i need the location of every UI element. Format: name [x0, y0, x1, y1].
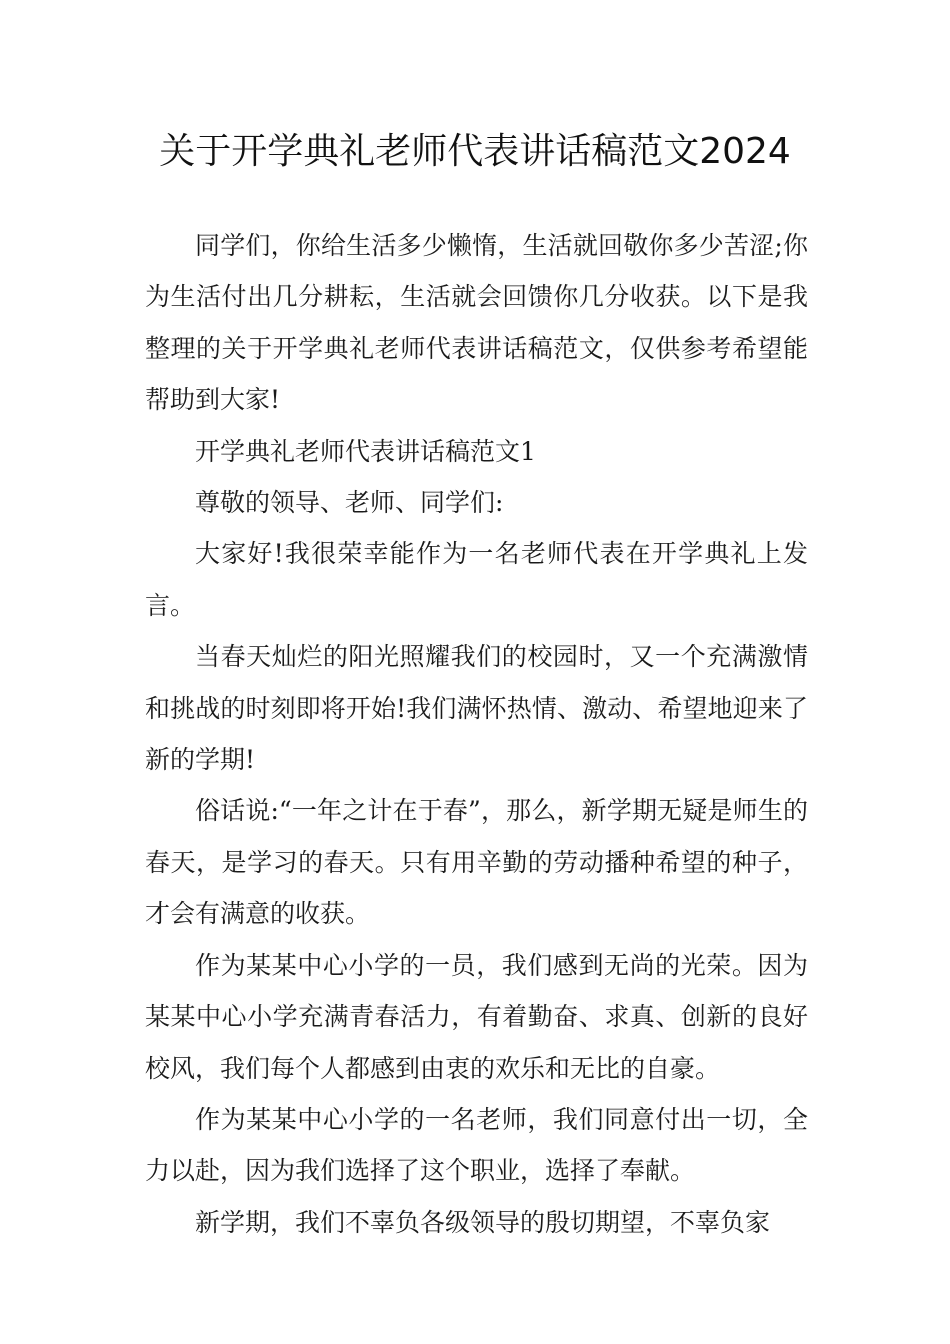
body-paragraph: 作为某某中心小学的一名老师，我们同意付出一切，全力以赴，因为我们选择了这个职业，选择了奉献。	[145, 1104, 808, 1186]
salutation: 尊敬的领导、老师、同学们:	[195, 488, 504, 518]
section-heading: 开学典礼老师代表讲话稿范文1	[195, 436, 536, 466]
document-title: 关于开学典礼老师代表讲话稿范文2024	[159, 131, 791, 172]
body-paragraph: 新学期，我们不辜负各级领导的殷切期望，不辜负家	[195, 1207, 771, 1237]
body-paragraph: 当春天灿烂的阳光照耀我们的校园时，又一个充满激情和挑战的时刻即将开始!我们满怀热情、激动、希望地迎来了新的学期!	[145, 642, 808, 775]
body-paragraph: 作为某某中心小学的一员，我们感到无尚的光荣。因为某某中心小学充满青春活力，有着勤奋、求真、创新的良好校风，我们每个人都感到由衷的欢乐和无比的自豪。	[145, 950, 808, 1083]
document-body	[145, 220, 808, 1248]
greeting-paragraph: 大家好!我很荣幸能作为一名老师代表在开学典礼上发言。	[145, 539, 808, 620]
body-paragraph: 俗话说:“一年之计在于春”，那么，新学期无疑是师生的春天，是学习的春天。只有用辛勤的劳动播种希望的种子，才会有满意的收获。	[145, 796, 808, 929]
intro-paragraph: 同学们，你给生活多少懒惰，生活就回敬你多少苦涩;你为生活付出几分耕耘，生活就会回馈你几分收获。以下是我整理的关于开学典礼老师代表讲话稿范文，仅供参考希望能帮助到大家!	[145, 231, 808, 415]
